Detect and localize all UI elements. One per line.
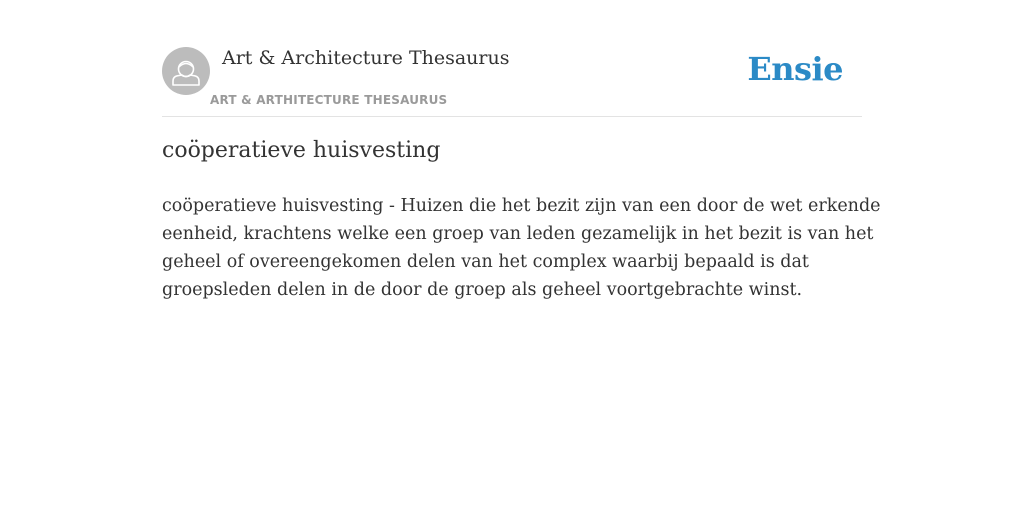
category-link[interactable]: ART & ARTHITECTURE THESAURUS — [210, 93, 448, 107]
entry-body-line: groepsleden delen in de door de groep als geheel voortgebrachte winst. — [162, 280, 803, 300]
page-header — [162, 44, 862, 117]
user-silhouette-icon — [162, 47, 210, 95]
brand-logo[interactable]: Ensie — [747, 50, 843, 88]
entry-body-line: eenheid, krachtens welke een groep van leden gezamelijk in het bezit is van het — [162, 224, 874, 244]
author-avatar[interactable] — [162, 47, 210, 95]
entry-body — [162, 192, 881, 304]
author-name-link[interactable]: Art & Architecture Thesaurus — [222, 47, 510, 69]
entry-body-line: coöperatieve huisvesting - Huizen die het bezit zijn van een door de wet erkende — [162, 196, 881, 216]
entry-title: coöperatieve huisvesting — [162, 138, 441, 163]
entry-body-line: geheel of overeengekomen delen van het complex waarbij bepaald is dat — [162, 252, 809, 272]
